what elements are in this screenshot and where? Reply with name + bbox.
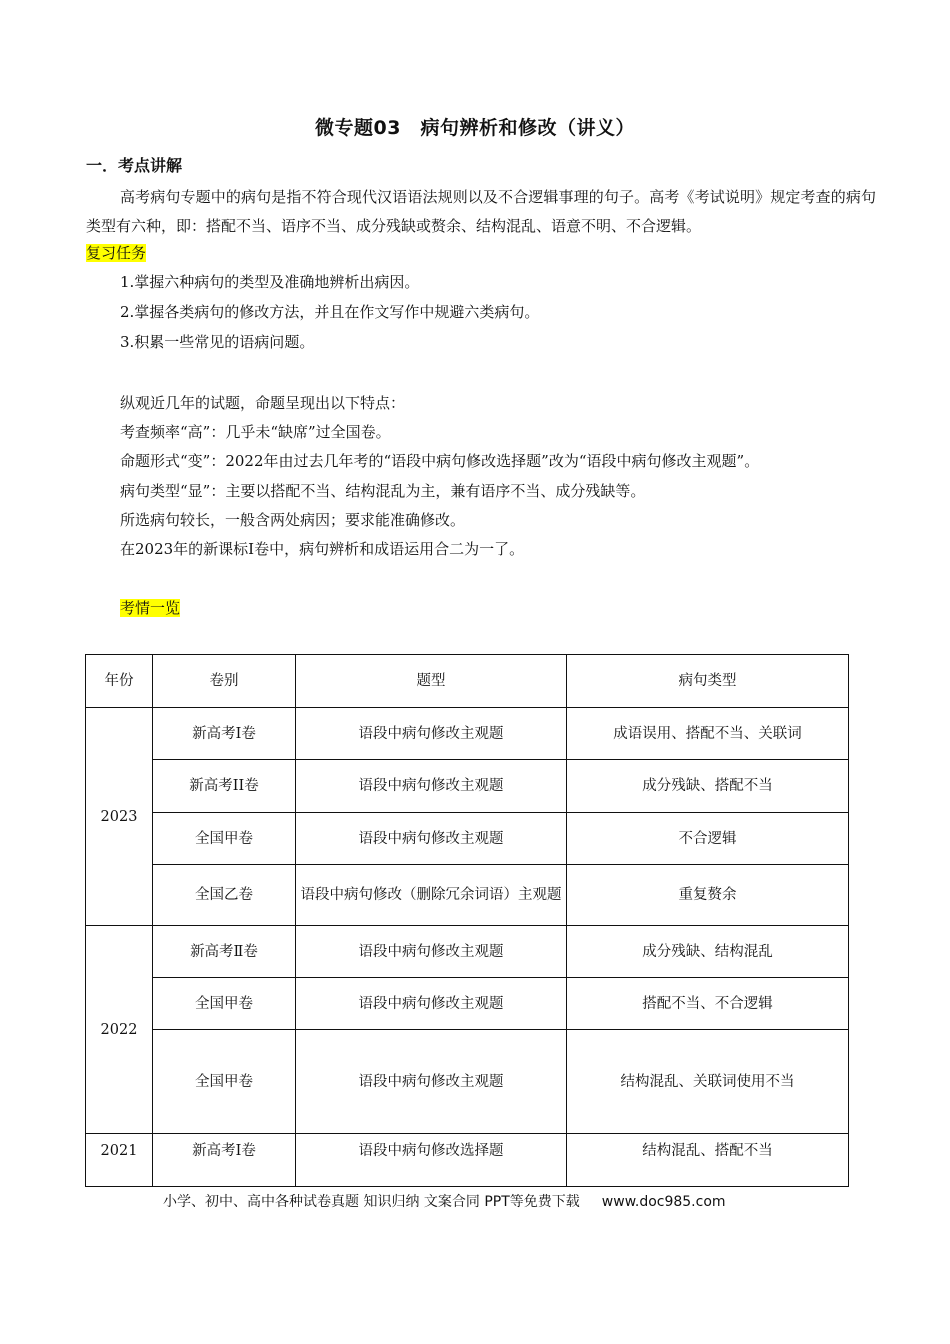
- review-heading: [86, 242, 146, 263]
- error-cell: 重复赘余: [567, 865, 849, 926]
- trend-line: 考查频率“高”：几乎未“缺席”过全国卷。: [120, 423, 391, 441]
- section-heading-1: 一．考点讲解: [86, 156, 183, 175]
- trend-line: 病句类型“显”：主要以搭配不当、结构混乱为主，兼有语序不当、成分残缺等。: [120, 482, 646, 500]
- error-cell: 结构混乱、搭配不当: [567, 1134, 849, 1187]
- header-type: 题型: [296, 655, 567, 708]
- type-cell: 语段中病句修改主观题: [296, 926, 567, 978]
- error-cell: 成分残缺、结构混乱: [567, 926, 849, 978]
- year-cell: 2022: [86, 926, 153, 1134]
- paper-cell: 全国甲卷: [153, 978, 296, 1030]
- paper-cell: 新高考Ⅱ卷: [153, 926, 296, 978]
- table-row: [86, 813, 849, 865]
- header-paper: 卷别: [153, 655, 296, 708]
- review-item: 2.掌握各类病句的修改方法，并且在作文写作中规避六类病句。: [120, 303, 540, 321]
- trend-line: 纵观近几年的试题，命题呈现出以下特点：: [120, 394, 406, 412]
- footer-url-link[interactable]: www.doc985.com: [601, 1194, 726, 1210]
- paper-cell: 新高考I卷: [153, 708, 296, 760]
- type-cell: 语段中病句修改主观题: [296, 978, 567, 1030]
- type-cell: 语段中病句修改（删除冗余词语）主观题: [296, 865, 567, 926]
- intro-paragraph: 高考病句专题中的病句是指不符合现代汉语语法规则以及不合逻辑事理的句子。高考《考试说明》规定考查的病句类型有六种，即：搭配不当、语序不当、成分残缺或赘余、结构混乱、语意不明、不合逻辑。: [86, 188, 876, 235]
- footer-text: 小学、初中、高中各种试卷真题 知识归纳 文案合同 PPT等免费下载: [163, 1194, 580, 1210]
- paper-cell: 新高考II卷: [153, 760, 296, 813]
- error-cell: 不合逻辑: [567, 813, 849, 865]
- table-row: [86, 865, 849, 926]
- table-row: [86, 708, 849, 760]
- type-cell: 语段中病句修改主观题: [296, 813, 567, 865]
- exam-heading-label: 考情一览: [120, 599, 181, 617]
- table-header-row: [86, 655, 849, 708]
- paper-cell: 全国乙卷: [153, 865, 296, 926]
- paper-cell: 新高考Ⅰ卷: [153, 1134, 296, 1187]
- error-cell: 成分残缺、搭配不当: [567, 760, 849, 813]
- exam-heading: [120, 597, 180, 618]
- review-item: 1.掌握六种病句的类型及准确地辨析出病因。: [120, 273, 420, 291]
- type-cell: 语段中病句修改主观题: [296, 1030, 567, 1134]
- type-cell: 语段中病句修改主观题: [296, 708, 567, 760]
- paper-cell: 全国甲卷: [153, 1030, 296, 1134]
- year-cell: 2021: [86, 1134, 153, 1187]
- type-cell: 语段中病句修改主观题: [296, 760, 567, 813]
- trend-line: 所选病句较长，一般含两处病因；要求能准确修改。: [120, 511, 466, 529]
- table-row: [86, 926, 849, 978]
- footer: [163, 1191, 726, 1211]
- table-row: [86, 760, 849, 813]
- table-row: [86, 978, 849, 1030]
- page-title: 微专题03 病句辨析和修改（讲义）: [315, 117, 635, 139]
- exam-table: [85, 654, 849, 1187]
- table-row: [86, 1134, 849, 1187]
- paper-cell: 全国甲卷: [153, 813, 296, 865]
- type-cell: 语段中病句修改选择题: [296, 1134, 567, 1187]
- error-cell: 结构混乱、关联词使用不当: [567, 1030, 849, 1134]
- year-cell: 2023: [86, 708, 153, 926]
- header-error: 病句类型: [567, 655, 849, 708]
- table-row: [86, 1030, 849, 1134]
- trend-line: 命题形式“变”：2022年由过去几年考的“语段中病句修改选择题”改为“语段中病句修改主观题”。: [120, 452, 760, 470]
- header-year: 年份: [86, 655, 153, 708]
- error-cell: 成语误用、搭配不当、关联词: [567, 708, 849, 760]
- trend-line: 在2023年的新课标I卷中，病句辨析和成语运用合二为一了。: [120, 540, 525, 558]
- review-item: 3.积累一些常见的语病问题。: [120, 333, 315, 351]
- error-cell: 搭配不当、不合逻辑: [567, 978, 849, 1030]
- review-heading-label: 复习任务: [86, 244, 147, 262]
